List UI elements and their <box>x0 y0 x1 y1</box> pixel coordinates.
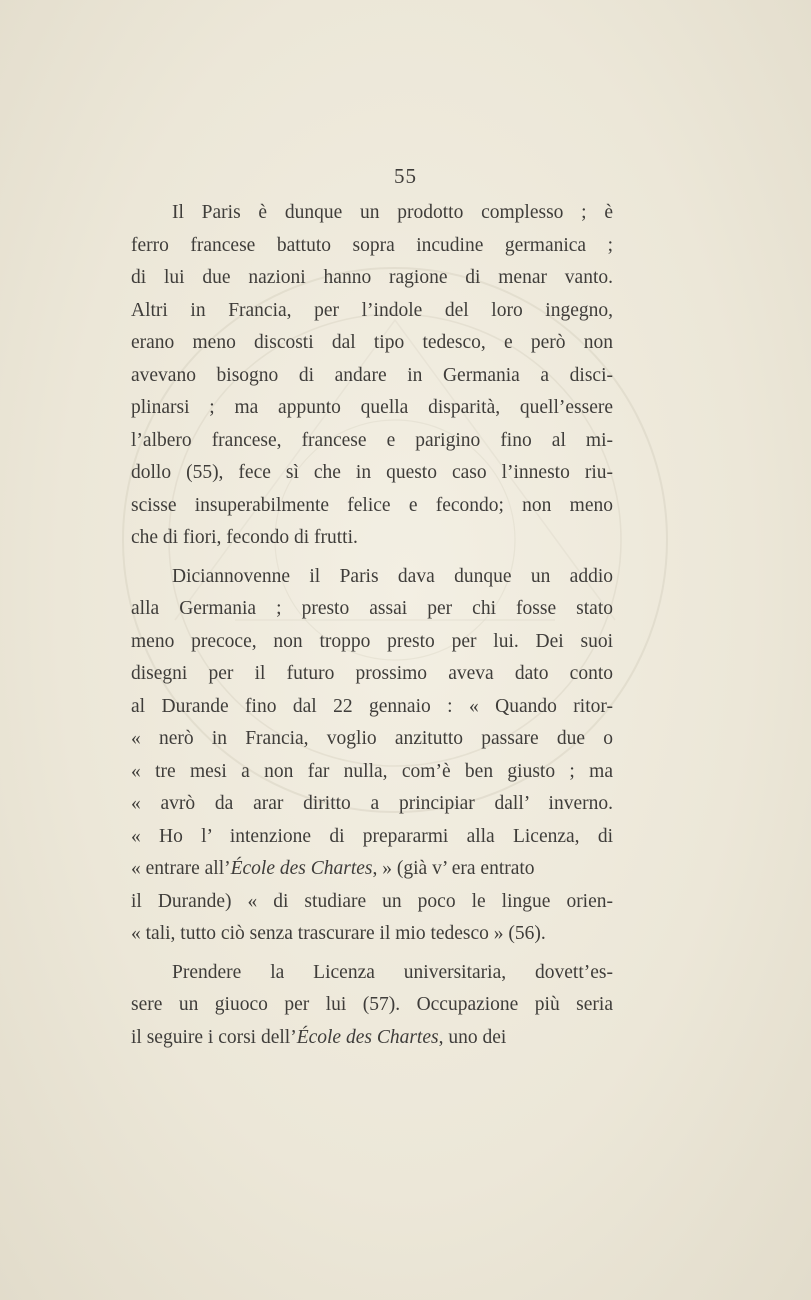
text-line: Altri in Francia, per l’indole del loro ingegno, <box>131 299 613 321</box>
text-line: alla Germania ; presto assai per chi fosse stato <box>131 598 613 619</box>
text-line: erano meno discosti dal tipo tedesco, e però non <box>131 332 613 353</box>
text-line: « avrò da arar diritto a principiar dall’ inverno. <box>131 793 613 814</box>
text-line: disegni per il futuro prossimo aveva dato conto <box>131 663 613 684</box>
text-line: che di fiori, fecondo di frutti. <box>131 527 358 548</box>
text-line: Prendere la Licenza universitaria, dovett’es- <box>172 961 613 983</box>
text-line: « nerò in Francia, voglio anzitutto passare due o <box>131 728 613 749</box>
text-fragment: « entrare all’ <box>131 858 231 879</box>
text-line: al Durande fino dal 22 gennaio : « Quando ritor- <box>131 695 613 717</box>
text-line: dollo (55), fece sì che in questo caso l’innesto riu- <box>131 462 613 483</box>
text-line: Diciannovenne il Paris dava dunque un addio <box>172 565 613 587</box>
text-line: « tali, tutto ciò senza trascurare il mio tedesco » (56). <box>131 923 546 944</box>
italic-title: École des Chartes <box>296 1026 439 1048</box>
italic-title: École des Chartes <box>230 858 373 879</box>
text-line: meno precoce, non troppo presto per lui. Dei suoi <box>131 630 613 652</box>
text-fragment: il seguire i corsi dell’ <box>131 1026 297 1048</box>
text-line: plinarsi ; ma appunto quella disparità, quell’essere <box>131 397 613 418</box>
text-line <box>131 1022 613 1055</box>
text-line: scisse insuperabilmente felice e fecondo; non meno <box>131 494 613 516</box>
body-text <box>131 197 613 1054</box>
text-line: il Durande) « di studiare un poco le lingue orien- <box>131 890 613 912</box>
text-line: avevano bisogno di andare in Germania a disci- <box>131 364 613 386</box>
text-line: « Ho l’ intenzione di prepararmi alla Licenza, di <box>131 825 613 847</box>
text-line: l’albero francese, francese e parigino fino al mi- <box>131 429 613 451</box>
text-fragment: , » (già v’ era entrato <box>372 858 535 879</box>
text-line: « tre mesi a non far nulla, com’è ben giusto ; ma <box>131 760 613 782</box>
text-line: sere un giuoco per lui (57). Occupazione più seria <box>131 994 613 1015</box>
text-line <box>131 853 613 886</box>
text-line: ferro francese battuto sopra incudine germanica ; <box>131 234 613 256</box>
page-number: 55 <box>394 164 417 188</box>
text-fragment: , uno dei <box>438 1026 507 1048</box>
text-line: di lui due nazioni hanno ragione di menar vanto. <box>131 267 613 288</box>
text-line: Il Paris è dunque un prodotto complesso ; è <box>172 202 613 223</box>
